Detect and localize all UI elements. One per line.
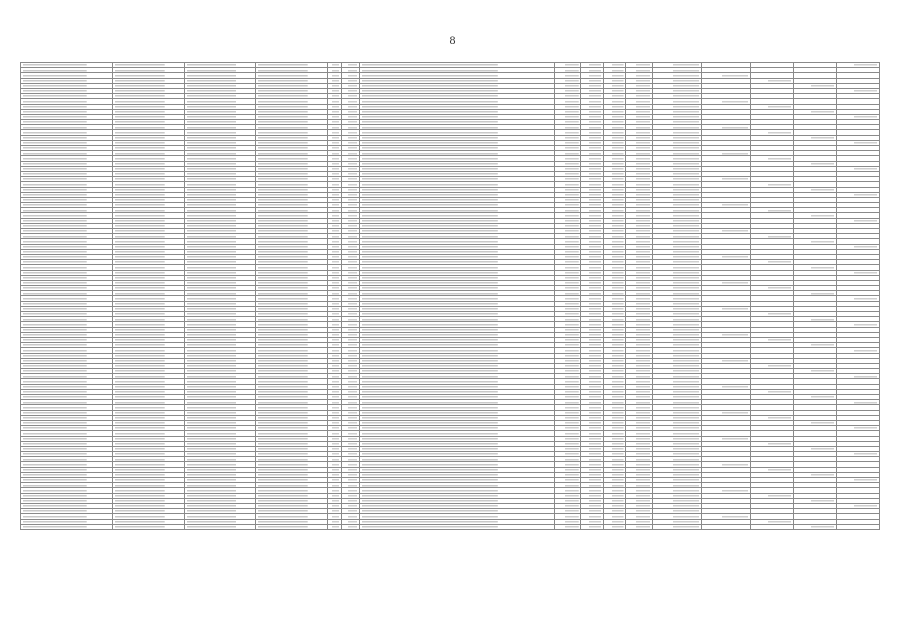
table-cell bbox=[603, 524, 625, 529]
table-cell bbox=[256, 524, 328, 529]
table-cell bbox=[21, 524, 113, 529]
page-number: 8 bbox=[449, 33, 456, 47]
table-cell bbox=[581, 524, 603, 529]
table-cell bbox=[184, 524, 256, 529]
table-cell bbox=[836, 524, 879, 529]
document-table bbox=[20, 62, 880, 530]
table-row bbox=[21, 524, 880, 529]
table-cell bbox=[554, 524, 581, 529]
table-cell bbox=[794, 524, 837, 529]
table-cell bbox=[113, 524, 185, 529]
table-cell bbox=[327, 524, 341, 529]
table-cell bbox=[626, 524, 653, 529]
table-cell bbox=[360, 524, 554, 529]
table-cell bbox=[652, 524, 701, 529]
table-body bbox=[21, 63, 880, 530]
table-cell bbox=[751, 524, 794, 529]
table-cell bbox=[342, 524, 360, 529]
table-cell bbox=[701, 524, 750, 529]
